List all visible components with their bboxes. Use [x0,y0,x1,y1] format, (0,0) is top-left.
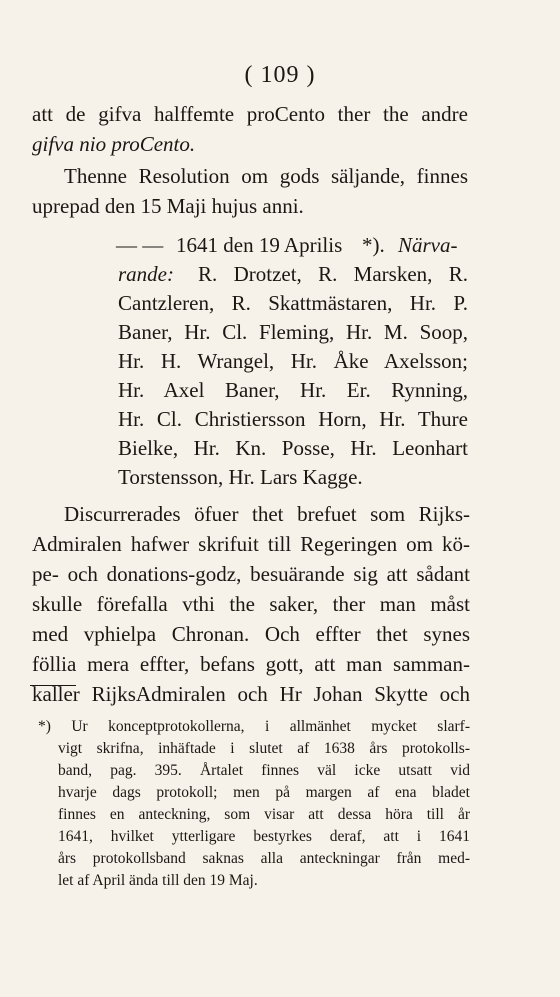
text-line: med vphielpa Chronan. Och effter thet synes [32,622,470,646]
text-line: Discurrerades öfuer thet brefuet som Rijks- [64,502,470,526]
footnote-marker: *). [362,233,385,257]
footnote-line: hvarje dags protokoll; men på margen af ena bladet [58,784,470,801]
text-line: föllia mera effter, befans gott, att man samman- [32,652,470,676]
footnote-line: *) Ur konceptprotokollerna, i allmänhet mycket slarf- [38,718,470,735]
text-line: Admiralen hafwer skrifuit till Regeringen om kö- [32,532,470,556]
page-number: ( 109 ) [244,62,316,88]
text-line: att de gifva halffemte proCento ther the andre [32,102,468,126]
text-line: gifva nio proCento. [32,132,196,156]
footnote-line: vigt skrifna, inhäftade i slutet af 1638 års protokolls- [58,740,470,757]
footnote-line: års protokollsband saknas alla anteckningar från med- [58,850,470,867]
attendee-line: Cantzleren, R. Skattmästaren, Hr. P. [118,291,468,315]
present-label: Närva- [398,233,458,257]
attendee-line: Torstensson, Hr. Lars Kagge. [118,465,363,489]
footnote-rule [30,685,76,686]
attendee-line: R. Drotzet, R. Marsken, R. [198,262,468,286]
entry-dash: — — [116,233,164,257]
attendee-line: Bielke, Hr. Kn. Posse, Hr. Leonhart [118,436,468,460]
footnote-line: 1641, hvilket ytterligare bestyrkes deraf, att i 1641 [58,828,470,845]
footnote-line: finnes en anteckning, som visar att dessa höra till år [58,806,470,823]
attendee-line: Hr. Axel Baner, Hr. Er. Rynning, [118,378,468,402]
text-line: pe- och donations-godz, besuärande sig att sådant [32,562,470,586]
footnote-line: let af April ända till den 19 Maj. [58,872,258,889]
present-label: rande: [118,262,174,286]
attendee-line: Hr. H. Wrangel, Hr. Åke Axelsson; [118,349,468,373]
footnote-line: band, pag. 395. Årtalet finnes väl icke utsatt vid [58,762,470,779]
text-line: skulle förefalla vthi the saker, ther man måst [32,592,470,616]
attendee-line: Hr. Cl. Christiersson Horn, Hr. Thure [118,407,468,431]
attendee-line: Baner, Hr. Cl. Fleming, Hr. M. Soop, [118,320,468,344]
text-line: Thenne Resolution om gods säljande, finnes [64,164,468,188]
entry-date: 1641 den 19 Aprilis [176,233,343,257]
text-line: uprepad den 15 Maji hujus anni. [32,194,304,218]
text-line: kaller RijksAdmiralen och Hr Johan Skytte och [32,682,470,706]
